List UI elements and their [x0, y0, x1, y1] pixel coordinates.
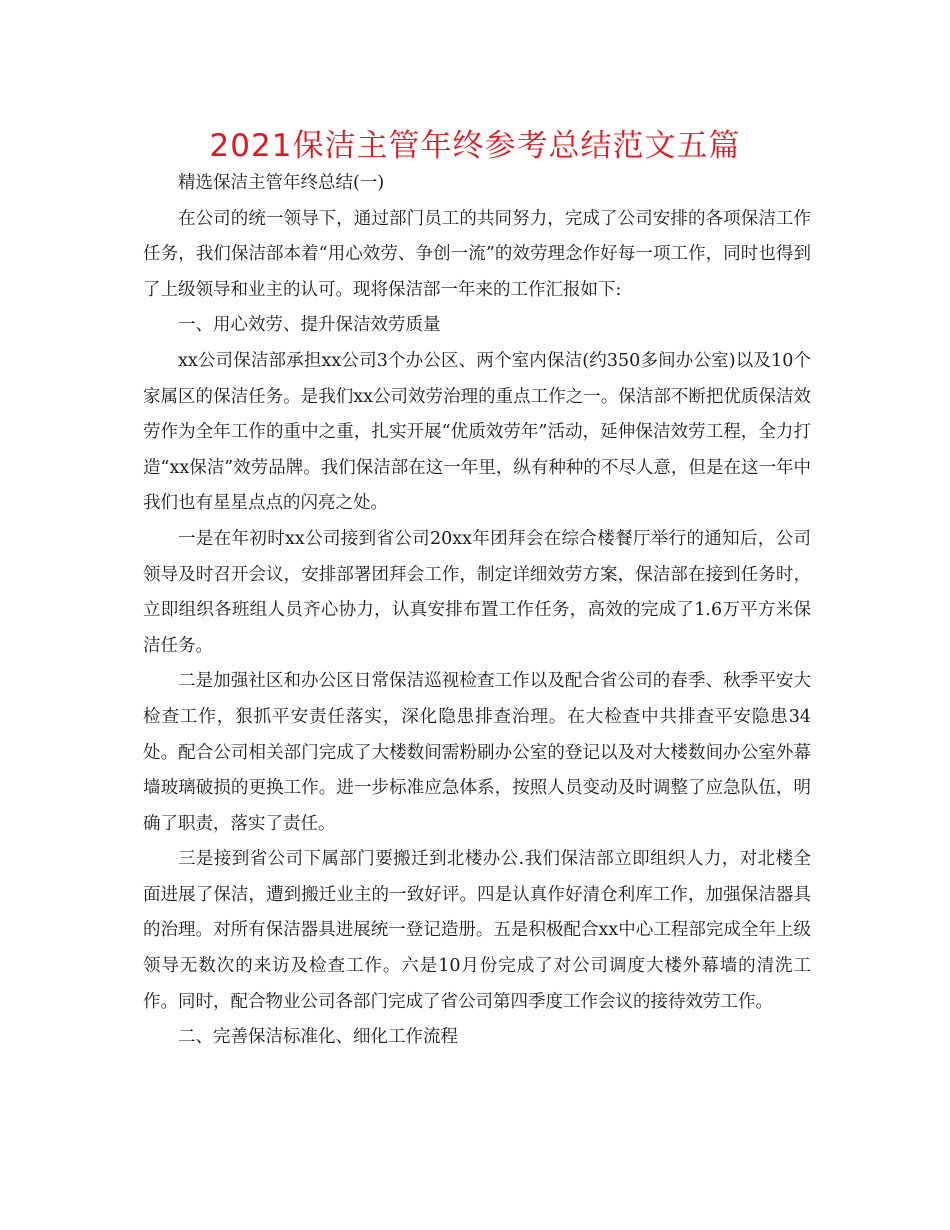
- section-subtitle: 精选保洁主管年终总结(一): [178, 173, 385, 193]
- body-paragraph: xx公司保洁部承担xx公司3个办公区、两个室内保洁(约350多间办公室)以及10个家属区的保洁任务。是我们xx公司效劳治理的重点工作之一。保洁部不断把优质保洁效劳作为全年工作的重中之重，扎实开展“优质效劳年”活动，延伸保洁效劳工程，全力打造“xx保洁”效劳品牌。我们保洁部在这一年里，纵有种种的不尽人意，但是在这一年中我们也有星星点点的闪亮之处。: [143, 350, 811, 514]
- intro-paragraph: 在公司的统一领导下，通过部门员工的共同努力，完成了公司安排的各项保洁工作任务，我们保洁部本着“用心效劳、争创一流”的效劳理念作好每一项工作，同时也得到了上级领导和业主的认可。现将保洁部一年来的工作汇报如下:: [143, 208, 811, 300]
- document-title: 2021保洁主管年终参考总结范文五篇: [209, 128, 741, 164]
- body-paragraph: 三是接到省公司下属部门要搬迁到北楼办公.我们保洁部立即组织人力，对北楼全面进展了保洁，遭到搬迁业主的一致好评。四是认真作好清仓利库工作，加强保洁器具的治理。对所有保洁器具进展统一登记造册。五是积极配合xx中心工程部完成全年上级领导无数次的来访及检查工作。六是10月份完成了对公司调度大楼外幕墙的清洗工作。同时，配合物业公司各部门完成了省公司第四季度工作会议的接待效劳工作。: [143, 849, 811, 1012]
- document-body: [143, 166, 811, 1056]
- body-paragraph: 一是在年初时xx公司接到省公司20xx年团拜会在综合楼餐厅举行的通知后，公司领导及时召开会议，安排部署团拜会工作，制定详细效劳方案，保洁部在接到任务时，立即组织各班组人员齐心协力，认真安排布置工作任务，高效的完成了1.6万平方米保洁任务。: [143, 528, 811, 656]
- body-paragraph: 二是加强社区和办公区日常保洁巡视检查工作以及配合省公司的春季、秋季平安大检查工作，狠抓平安责任落实，深化隐患排查治理。在大检查中共排查平安隐患34处。配合公司相关部门完成了大楼数间需粉刷办公室的登记以及对大楼数间办公室外幕墙玻璃破损的更换工作。进一步标准应急体系，按照人员变动及时调整了应急队伍，明确了职责，落实了责任。: [143, 671, 811, 834]
- section-heading-2: 二、完善保洁标准化、细化工作流程: [178, 1027, 458, 1048]
- section-heading-1: 一、用心效劳、提升保洁效劳质量: [178, 315, 441, 336]
